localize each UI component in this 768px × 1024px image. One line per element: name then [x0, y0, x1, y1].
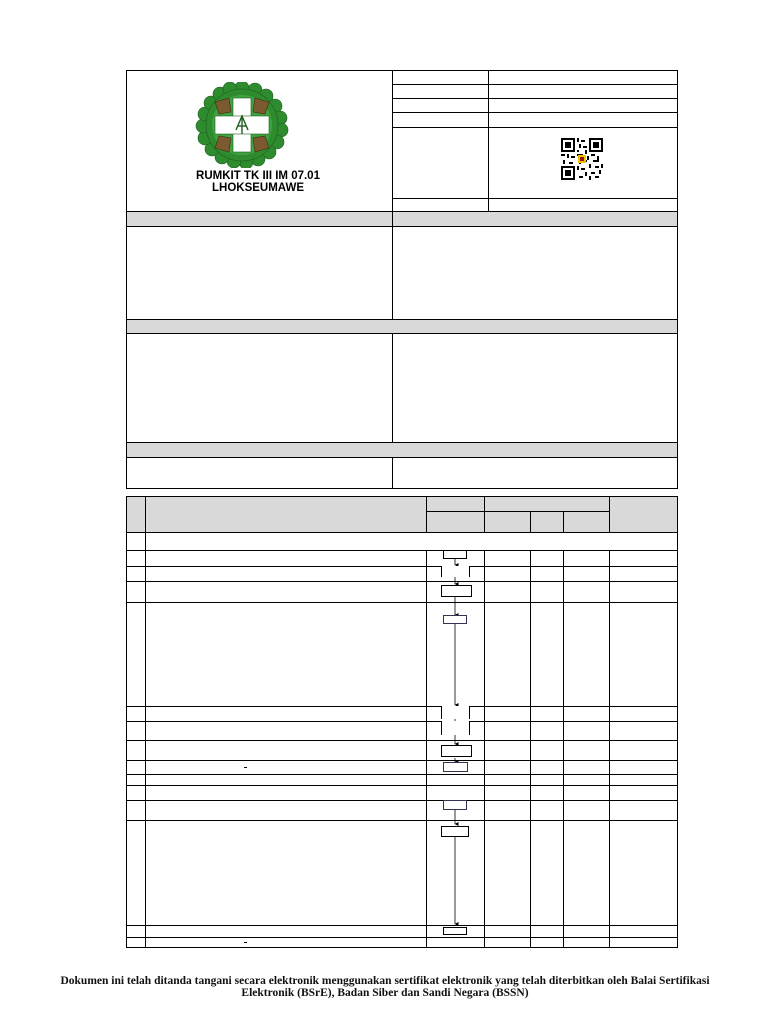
row-line — [126, 740, 678, 741]
info-row-line — [392, 198, 678, 199]
flow-step-box — [441, 826, 469, 837]
dash-mark — [244, 942, 247, 943]
band-line — [126, 333, 678, 334]
band-divider — [392, 212, 393, 226]
e-signature-notice-line2: Elektronik (BSrE), Badan Siber dan Sandi Negara (BSSN) — [241, 987, 529, 999]
section-band — [127, 212, 677, 226]
col-line — [563, 511, 564, 532]
info-label-divider — [488, 70, 489, 211]
hospital-emblem-icon — [193, 82, 291, 168]
flow-step-box — [443, 615, 467, 624]
col-line — [530, 511, 531, 532]
flow-step-box — [443, 762, 468, 772]
col-d — [609, 550, 610, 948]
col-d — [609, 496, 610, 532]
col-a — [484, 496, 485, 532]
row-line — [126, 721, 678, 722]
row-line — [126, 774, 678, 775]
org-name-line1: RUMKIT TK III IM 07.01 — [196, 170, 320, 182]
flow-step-box — [441, 721, 470, 735]
qr-code-icon — [561, 138, 603, 180]
row-line — [126, 581, 678, 582]
col-a — [484, 550, 485, 948]
flow-step-box — [443, 550, 467, 559]
flow-step-box — [441, 566, 470, 577]
section-band — [127, 443, 677, 457]
band-line — [126, 457, 678, 458]
col-no — [145, 496, 146, 948]
dash-mark — [244, 767, 247, 768]
section-band — [127, 320, 677, 333]
info-row-line — [392, 112, 678, 113]
org-name-line2: LHOKSEUMAWE — [212, 182, 304, 194]
col-b — [530, 550, 531, 948]
info-row-line — [392, 84, 678, 85]
procedure-table — [126, 496, 678, 948]
header-column-divider — [392, 70, 393, 489]
flow-step-box — [441, 585, 472, 597]
row-line — [126, 602, 678, 603]
e-signature-notice-line1: Dokumen ini telah ditanda tangani secara elektronik menggunakan sertifikat elektronik yang telah diterbitkan oleh Balai Sertifikasi — [60, 975, 710, 987]
info-row-line — [392, 127, 678, 128]
row-line — [126, 800, 678, 801]
row-line — [126, 706, 678, 707]
row-line — [126, 820, 678, 821]
band-line — [126, 226, 678, 227]
row-line — [126, 566, 678, 567]
row-line — [126, 550, 678, 551]
header-bottom — [126, 532, 678, 533]
row-line — [126, 925, 678, 926]
flow-step-box — [441, 745, 472, 757]
flow-step-box — [441, 706, 470, 719]
flow-step-box — [443, 800, 467, 810]
row-line — [126, 937, 678, 938]
row-line — [126, 760, 678, 761]
table-header — [127, 497, 677, 532]
row-line — [126, 785, 678, 786]
info-row-line — [392, 98, 678, 99]
flow-step-box — [443, 927, 467, 935]
col-c — [563, 550, 564, 948]
